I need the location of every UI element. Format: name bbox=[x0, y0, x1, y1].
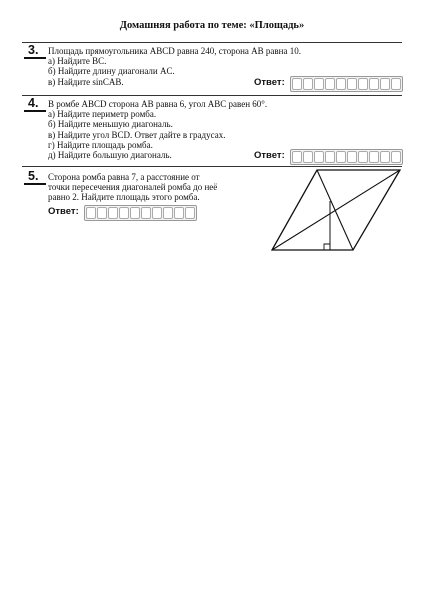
problem-5-text bbox=[48, 172, 217, 203]
diagonal-short bbox=[317, 170, 353, 250]
answer-field[interactable] bbox=[290, 76, 403, 92]
answer-label: Ответ: bbox=[254, 150, 285, 161]
problem-line: а) Найдите периметр ромба. bbox=[48, 109, 157, 120]
problem-number: 3. bbox=[28, 43, 39, 57]
problem-line: В ромбе ABCD сторона AB равна 6, угол ABC равен 60°. bbox=[48, 99, 268, 109]
section-divider bbox=[22, 42, 402, 43]
problem-line: равно 2. Найдите площадь этого ромба. bbox=[48, 192, 200, 203]
right-angle-mark bbox=[324, 244, 330, 250]
problem-line: а) Найдите BC. bbox=[48, 56, 107, 67]
diagonal-long bbox=[272, 170, 400, 250]
answer-field[interactable] bbox=[290, 149, 403, 165]
answer-field[interactable] bbox=[84, 205, 197, 221]
problem-line: Площадь прямоугольника ABCD равна 240, сторона AB равна 10. bbox=[48, 46, 301, 56]
section-divider bbox=[22, 166, 402, 167]
problem-line: в) Найдите sinCAB. bbox=[48, 76, 124, 87]
problem-line: д) Найдите большую диагональ. bbox=[48, 150, 172, 161]
problem-line: в) Найдите угол BCD. Ответ дайте в градусах. bbox=[48, 129, 226, 140]
page-title: Домашняя работа по теме: «Площадь» bbox=[119, 20, 305, 31]
problem-number: 5. bbox=[28, 169, 39, 183]
answer-label: Ответ: bbox=[48, 206, 79, 217]
problem-line: г) Найдите площадь ромба. bbox=[48, 139, 153, 150]
problem-line: б) Найдите меньшую диагональ. bbox=[48, 119, 173, 130]
problem-line: точки пересечения диагоналей ромба до неё bbox=[48, 182, 218, 193]
problem-line: Сторона ромба равна 7, а расстояние от bbox=[48, 172, 200, 182]
problem-number: 4. bbox=[28, 96, 39, 110]
rhombus-figure bbox=[270, 168, 405, 256]
answer-label: Ответ: bbox=[254, 77, 285, 88]
problem-line: б) Найдите длину диагонали AC. bbox=[48, 66, 175, 77]
problem-4-text bbox=[48, 99, 267, 160]
section-divider bbox=[22, 95, 402, 96]
